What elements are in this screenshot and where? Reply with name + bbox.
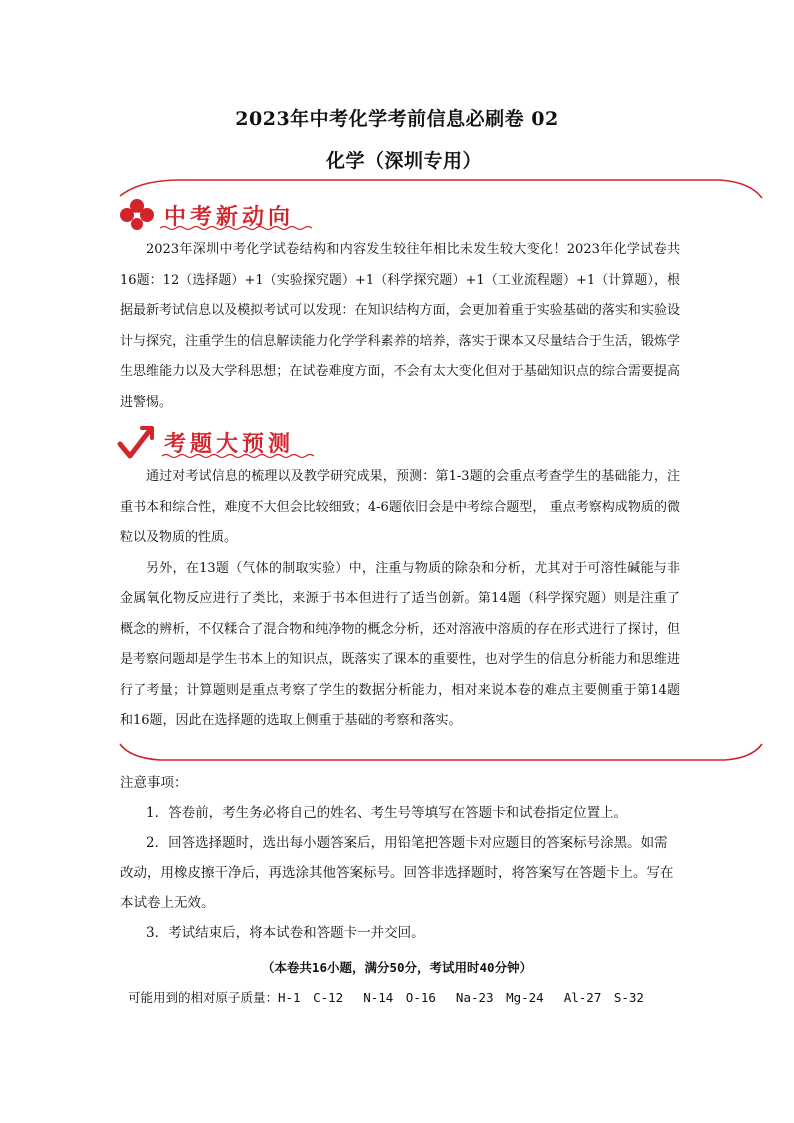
- section-heading-trends: [118, 198, 294, 232]
- notes-heading: 注意事项：: [120, 775, 188, 791]
- atomic-masses: 可能用到的相对原子质量：H-1 C-12 N-14 O-16 Na-23 Mg-24 Al-27 S-32: [128, 990, 644, 1005]
- section-heading-label: 考题大预测: [164, 431, 295, 457]
- exam-info: （本卷共16小题，满分50分，考试用时40分钟）: [261, 960, 533, 975]
- section-predictions-body: [120, 462, 680, 737]
- doc-title: 2023年中考化学考前信息必刷卷 02: [235, 108, 559, 130]
- paragraph: 2023年深圳中考化学试卷结构和内容发生较往年相比未发生较大变化！2023年化学试卷共16题：12（选择题）+1（实验探究题）+1（科学探究题）+1（工业流程题）+1（计算题），根据最新考试信息以及模拟考试可以发现：在知识结构方面，会更加着重于实验基础的落实和实验设计与探究，注重学生的信息解读能力化学学科素养的培养，落实于课本又尽量结合于生活，锻炼学生思维能力以及大学科思想；在试卷难度方面，不会有太大变化但对于基础知识点的综合需要提高进警惕。: [120, 242, 680, 410]
- notes-item: 2．回答选择题时，选出每小题答案后，用铅笔把答题卡对应题目的答案标号涂黑。如需改动，用橡皮擦干净后，再选涂其他答案标号。回答非选择题时，将答案写在答题卡上。写在本试卷上无效。: [120, 835, 674, 911]
- clover-icon: [118, 198, 156, 232]
- doc-subtitle: 化学（深圳专用）: [325, 150, 482, 172]
- section-trends-body: [120, 235, 680, 418]
- notes-section: [120, 768, 680, 948]
- checkmark-arrow-icon: [116, 424, 156, 460]
- paragraph: 通过对考试信息的梳理以及教学研究成果，预测：第1-3题的会重点考查学生的基础能力，注重书本和综合性，难度不大但会比较细致；4-6题依旧会是中考综合题型， 重点考察构成物质的微粒以及物质的性质。: [120, 469, 680, 545]
- paragraph: 另外，在13题（气体的制取实验）中，注重与物质的除杂和分析，尤其对于可溶性碱能与非金属氧化物反应进行了类比，来源于书本但进行了适当创新。第14题（科学探究题）则是注重了概念的辨析，不仅糅合了混合物和纯净物的概念分析，还对溶液中溶质的存在形式进行了探讨，但是考察问题却是学生书本上的知识点，既落实了课本的重要性，也对学生的信息分析能力和思维进行了考量；计算题则是重点考察了学生的数据分析能力，相对来说本卷的难点主要侧重于第14题和16题，因此在选择题的选取上侧重于基础的考察和落实。: [120, 560, 680, 728]
- notes-item: 1．答卷前，考生务必将自己的姓名、考生号等填写在答题卡和试卷指定位置上。: [146, 805, 628, 821]
- section-heading-predictions: [116, 424, 294, 460]
- section-heading-label: 中考新动向: [164, 204, 295, 230]
- notes-item: 3．考试结束后，将本试卷和答题卡一并交回。: [146, 925, 425, 941]
